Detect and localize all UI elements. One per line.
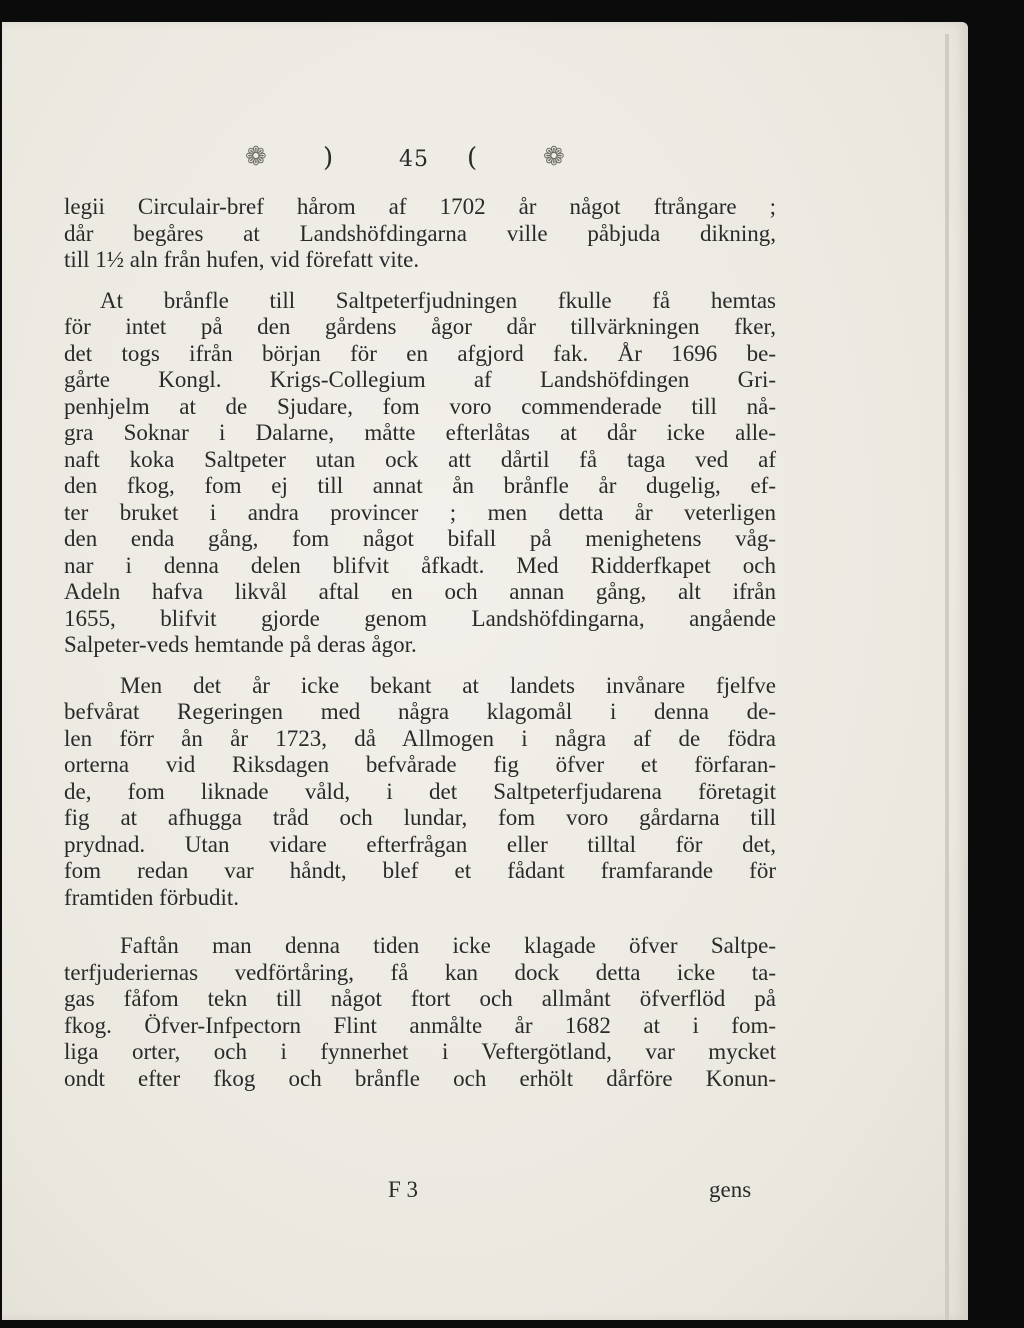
text-line: ondt efter fkog och brånfle och erhölt dårföre Konun- bbox=[64, 1065, 776, 1091]
page-footer bbox=[2, 1177, 968, 1207]
text-line: terfjuderiernas vedförtåring, få kan dock detta icke ta- bbox=[64, 959, 776, 985]
text-line: orterna vid Riksdagen befvårade fig öfver et förfaran- bbox=[64, 752, 776, 777]
ornament-right-icon: ❁ bbox=[543, 142, 565, 172]
book-page bbox=[2, 22, 968, 1320]
text-line: fkog. Öfver-Infpectorn Flint anmålte år 1682 at i fom- bbox=[64, 1012, 776, 1038]
text-line: liga orter, och i fynnerhet i Veftergötland, var mycket bbox=[64, 1039, 776, 1064]
text-line: penhjelm at de Sjudare, fom voro commenderade till nå- bbox=[64, 393, 776, 419]
text-line: fom redan var håndt, blef et fådant framfarande för bbox=[64, 858, 776, 883]
text-line: den fkog, fom ej till annat ån brånfle år dugelig, ef- bbox=[64, 473, 776, 498]
signature-mark: F 3 bbox=[388, 1177, 419, 1202]
text-line: framtiden förbudit. bbox=[64, 884, 240, 910]
text-line: dår begåres at Landshöfdingarna ville påbjuda dikning, bbox=[64, 220, 776, 246]
page-number: 45 bbox=[399, 147, 429, 172]
body-text bbox=[64, 194, 776, 1092]
text-line: prydnad. Utan vidare efterfrågan eller tilltal för det, bbox=[64, 831, 776, 857]
text-line: det togs ifrån början för en afgjord fak. År 1696 be- bbox=[64, 340, 776, 366]
page-header bbox=[2, 140, 968, 184]
text-line: Men det år icke bekant at landets invånare fjelfve bbox=[120, 672, 776, 698]
catchword: gens bbox=[709, 1177, 752, 1202]
text-line: den enda gång, fom något bifall på menighetens våg- bbox=[64, 526, 776, 551]
text-line: Adeln hafva likvål aftal en och annan gång, alt ifrån bbox=[64, 579, 776, 604]
text-line: de, fom liknade våld, i det Saltpeterfjudarena företagit bbox=[64, 778, 776, 804]
text-line: At brånfle till Saltpeterfjudningen fkulle få hemtas bbox=[100, 287, 776, 313]
text-line: till 1½ aln från hufen, vid förefatt vite. bbox=[64, 247, 420, 272]
header-paren-left: ) bbox=[323, 143, 334, 173]
text-line: len förr ån år 1723, då Allmogen i några af de födra bbox=[64, 725, 776, 751]
text-line: Salpeter-veds hemtande på deras ågor. bbox=[64, 632, 417, 657]
header-paren-right: ( bbox=[467, 143, 478, 173]
text-line: fig at afhugga tråd och lundar, fom voro gårdarna till bbox=[64, 805, 776, 830]
text-line: 1655, blifvit gjorde genom Landshöfdingarna, angående bbox=[64, 605, 776, 631]
text-line: Faftån man denna tiden icke klagade öfver Saltpe- bbox=[120, 933, 776, 958]
ornament-left-icon: ❁ bbox=[245, 142, 267, 172]
text-line: nar i denna delen blifvit åfkadt. Med Ridderfkapet och bbox=[64, 552, 776, 578]
text-line: befvårat Regeringen med några klagomål i denna de- bbox=[64, 699, 776, 724]
text-line: för intet på den gårdens ågor dår tillvärkningen fker, bbox=[64, 314, 776, 339]
text-line: gårte Kongl. Krigs-Collegium af Landshöfdingen Gri- bbox=[64, 367, 776, 392]
text-line: gas fåfom tekn till något ftort och allmånt öfverflöd på bbox=[64, 986, 776, 1011]
page-edge bbox=[945, 34, 949, 1320]
text-line: naft koka Saltpeter utan ock att dårtil få taga ved af bbox=[64, 446, 776, 472]
text-line: gra Soknar i Dalarne, måtte efterlåtas at dår icke alle- bbox=[64, 420, 776, 445]
text-line: ter bruket i andra provincer ; men detta år veterligen bbox=[64, 499, 776, 525]
text-line: legii Circulair-bref hårom af 1702 år något ftrångare ; bbox=[64, 194, 776, 219]
